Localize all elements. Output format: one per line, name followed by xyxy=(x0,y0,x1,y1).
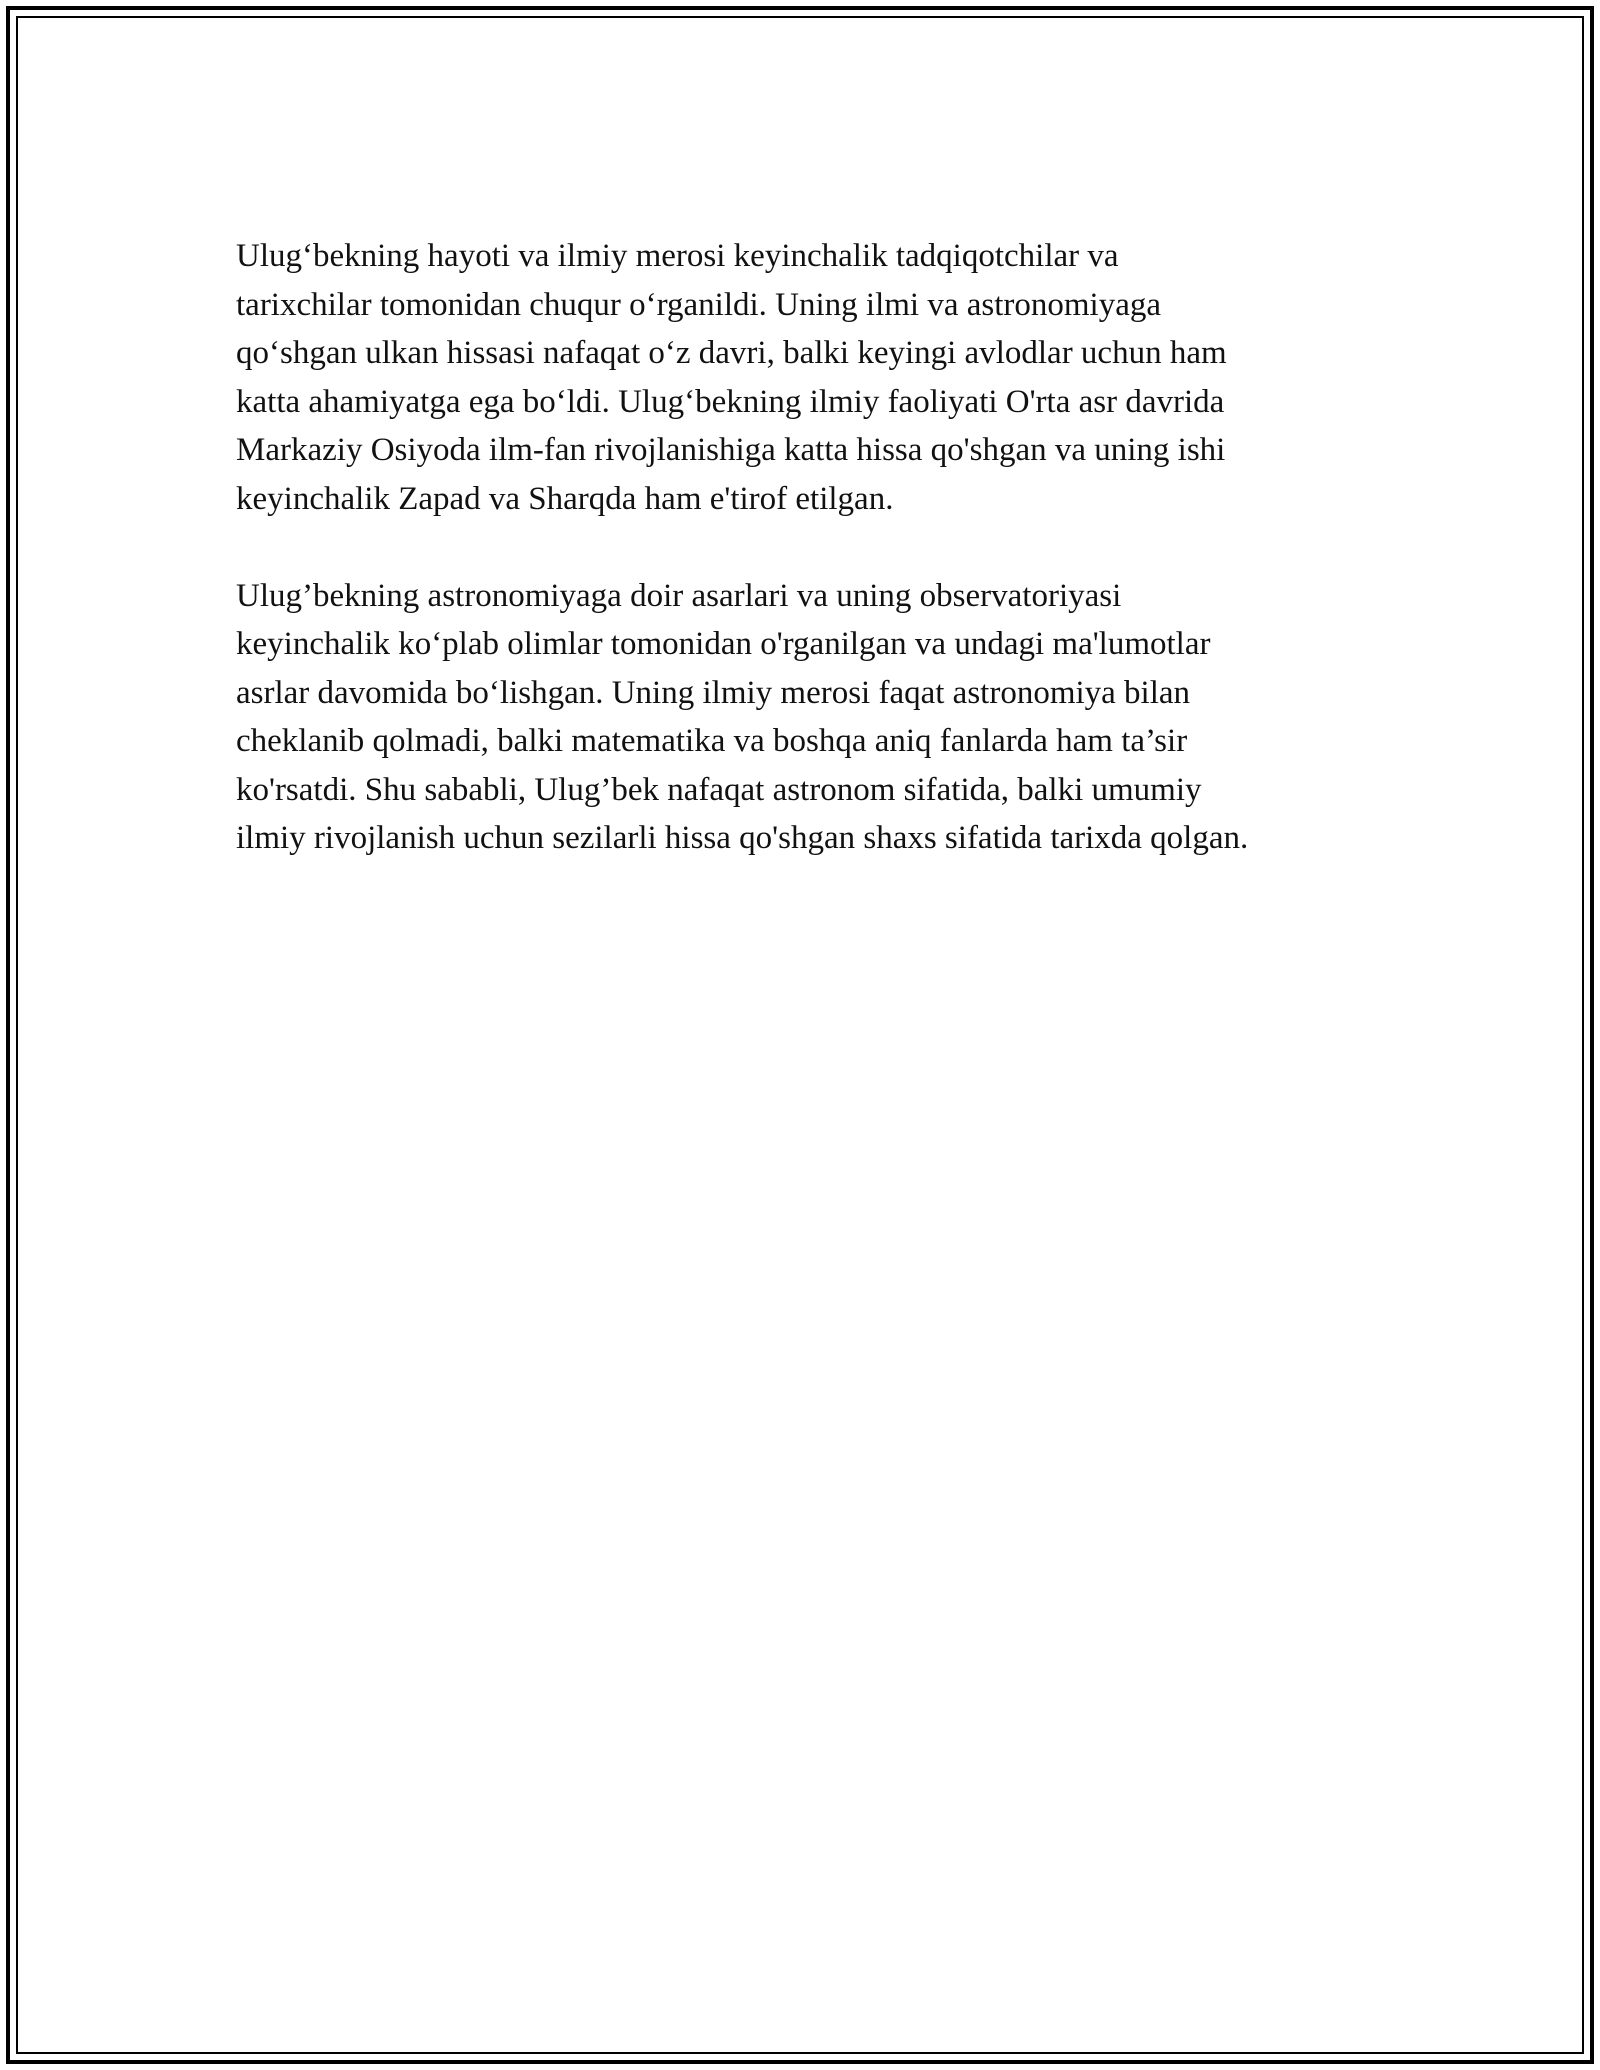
paragraph-2: Ulug’bekning astronomiyaga doir asarlari va uning observatoriyasi keyinchalik ko‘plab olimlar tomonidan o'rganilgan va undagi ma'lumotlar asrlar davomida bo‘lishgan. Uning ilmiy merosi faqat astronomiya bilan cheklanib qolmadi, balki matematika va boshqa aniq fanlarda ham ta’sir ko'rsatdi. Shu sababli, Ulug’bek nafaqat astronom sifatida, balki umumiy ilmiy rivojlanish uchun sezilarli hissa qo'shgan shaxs sifatida tarixda qolgan. xyxy=(236,577,1249,856)
paragraph-1: Ulug‘bekning hayoti va ilmiy merosi keyinchalik tadqiqotchilar va tarixchilar tomonidan chuqur o‘rganildi. Uning ilmi va astronomiyaga qo‘shgan ulkan hissasi nafaqat o‘z davri, balki keyingi avlodlar uchun ham katta ahamiyatga ega bo‘ldi. Ulug‘bekning ilmiy faoliyati O'rta asr davrida Markaziy Osiyoda ilm-fan rivojlanishiga katta hissa qo'shgan va uning ishi keyinchalik Zapad va Sharqda ham e'tirof etilgan. xyxy=(236,238,1227,517)
document-body xyxy=(236,232,1386,911)
